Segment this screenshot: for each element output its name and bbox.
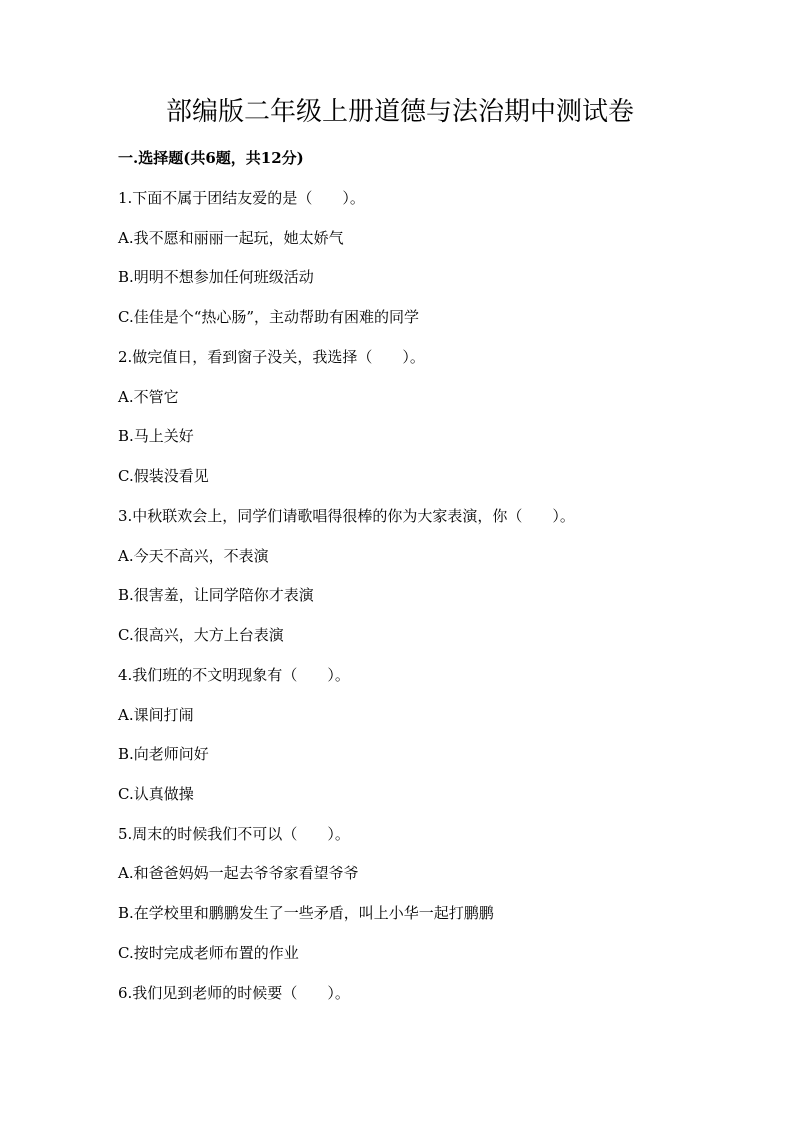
question-list	[118, 186, 738, 1020]
option-b: B.马上关好	[118, 427, 194, 446]
option-a: A.我不愿和丽丽一起玩，她太娇气	[118, 228, 344, 247]
option-b: B.向老师问好	[118, 745, 209, 764]
option-c: C.认真做操	[118, 785, 194, 804]
option-c: C.假装没看见	[118, 467, 209, 486]
option-a: A.课间打闹	[118, 705, 194, 724]
option-c: C.按时完成老师布置的作业	[118, 943, 299, 962]
page-title: 部编版二年级上册道德与法治期中测试卷	[165, 97, 634, 127]
option-a: A.不管它	[118, 387, 179, 406]
question-stem: 5.周末的时候我们不可以（ ）。	[118, 824, 350, 843]
question-stem: 2.做完值日，看到窗子没关，我选择（ ）。	[118, 347, 425, 366]
option-b: B.明明不想参加任何班级活动	[118, 268, 314, 287]
question-stem: 4.我们班的不文明现象有（ ）。	[118, 665, 350, 684]
option-c: C.很高兴，大方上台表演	[118, 626, 284, 645]
section-header: 一.选择题(共6题，共12分)	[118, 149, 304, 167]
option-b: B.很害羞，让同学陪你才表演	[118, 586, 314, 605]
question-stem: 6.我们见到老师的时候要（ ）。	[118, 983, 350, 1002]
option-a: A.和爸爸妈妈一起去爷爷家看望爷爷	[118, 864, 359, 883]
question-stem: 1.下面不属于团结友爱的是（ ）。	[118, 189, 365, 207]
option-b: B.在学校里和鹏鹏发生了一些矛盾，叫上小华一起打鹏鹏	[118, 904, 494, 923]
option-a: A.今天不高兴，不表演	[118, 546, 269, 565]
option-c: C.佳佳是个“热心肠”，主动帮助有困难的同学	[118, 308, 420, 327]
question-stem: 3.中秋联欢会上，同学们请歌唱得很棒的你为大家表演，你（ ）。	[118, 506, 575, 525]
